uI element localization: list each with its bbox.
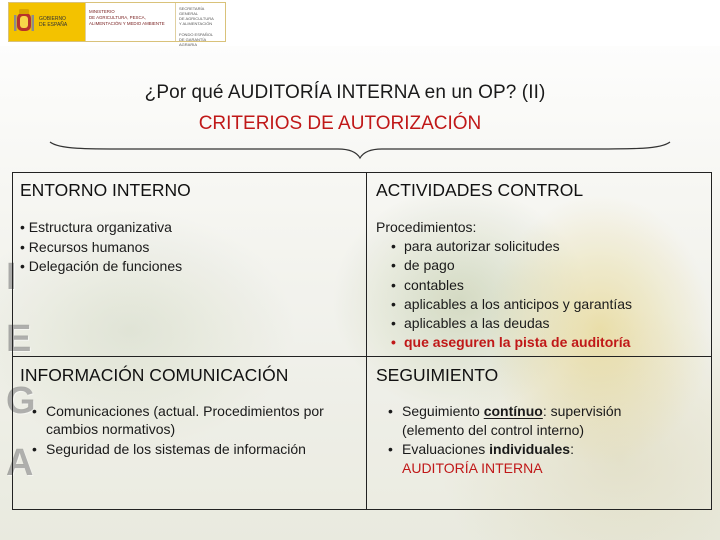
ministry-logo: [8, 2, 226, 47]
secretaria-logo: [175, 3, 225, 47]
list-item: • contables: [391, 276, 703, 295]
list-item: • aplicables a los anticipos y garantías: [391, 295, 703, 314]
secretaria-text: SECRETARÍA GENERAL DE AGRICULTURA Y ALIMENTACIÓN: [179, 6, 214, 26]
list-item: • Seguridad de los sistemas de información: [32, 440, 358, 458]
ministry-text: MINISTERIO DE AGRICULTURA, PESCA, ALIMENTACIÓN Y MEDIO AMBIENTE: [85, 3, 175, 41]
list-item: [388, 402, 703, 440]
quadrant-information-communication: [12, 356, 366, 510]
list-item: • Recursos humanos: [20, 238, 150, 255]
curly-brace-icon: [48, 138, 672, 160]
text-fragment: : supervisión: [542, 403, 622, 419]
government-text: GOBIERNO DE ESPAÑA: [39, 16, 68, 28]
coat-of-arms-icon: [13, 7, 35, 37]
government-logo: [9, 3, 85, 41]
internal-environment-list: [20, 218, 358, 277]
list-item: • de pago: [391, 256, 703, 275]
list-item: • para autorizar solicitudes: [391, 237, 703, 256]
text-emphasis: individuales: [489, 441, 571, 457]
criteria-grid: [12, 172, 712, 510]
text-fragment: :: [570, 441, 574, 457]
text-fragment: Seguimiento: [402, 403, 484, 419]
monitoring-list: [388, 402, 703, 478]
procedures-list: [391, 237, 703, 353]
text-fragment: Evaluaciones: [402, 441, 490, 457]
quadrant-heading: SEGUIMIENTO: [376, 365, 499, 385]
information-list: [32, 402, 358, 458]
side-letter: G: [6, 380, 36, 422]
list-item: • Comunicaciones (actual. Procedimientos por cambios normativos): [32, 402, 358, 438]
side-letter: A: [6, 442, 34, 484]
list-item: [388, 440, 703, 478]
procedures-label: Procedimientos:: [376, 219, 477, 235]
quadrant-control-activities: [366, 172, 712, 356]
list-item: • Delegación de funciones: [20, 258, 183, 274]
quadrant-monitoring: [366, 356, 712, 510]
slide-subtitle: CRITERIOS DE AUTORIZACIÓN: [198, 113, 482, 134]
text-emphasis: contínuo: [483, 403, 543, 419]
quadrant-heading: ACTIVIDADES CONTROL: [376, 180, 584, 200]
quadrant-internal-environment: [12, 172, 366, 356]
slide-title: ¿Por qué AUDITORÍA INTERNA en un OP? (II): [144, 82, 546, 103]
text-line-red: AUDITORÍA INTERNA: [402, 460, 543, 476]
quadrant-heading: ENTORNO INTERNO: [20, 180, 191, 200]
side-letter: E: [6, 318, 32, 360]
list-item: • Estructura organizativa: [20, 219, 172, 235]
quadrant-heading: INFORMACIÓN COMUNICACIÓN: [20, 365, 289, 385]
text-line: (elemento del control interno): [402, 422, 585, 438]
side-letter: I: [6, 256, 17, 298]
list-item: • aplicables a las deudas: [391, 314, 703, 333]
list-item-highlight: • que aseguren la pista de auditoría: [391, 333, 703, 352]
fondo-text: FONDO ESPAÑOL DE GARANTÍA AGRARIA: [179, 32, 214, 47]
